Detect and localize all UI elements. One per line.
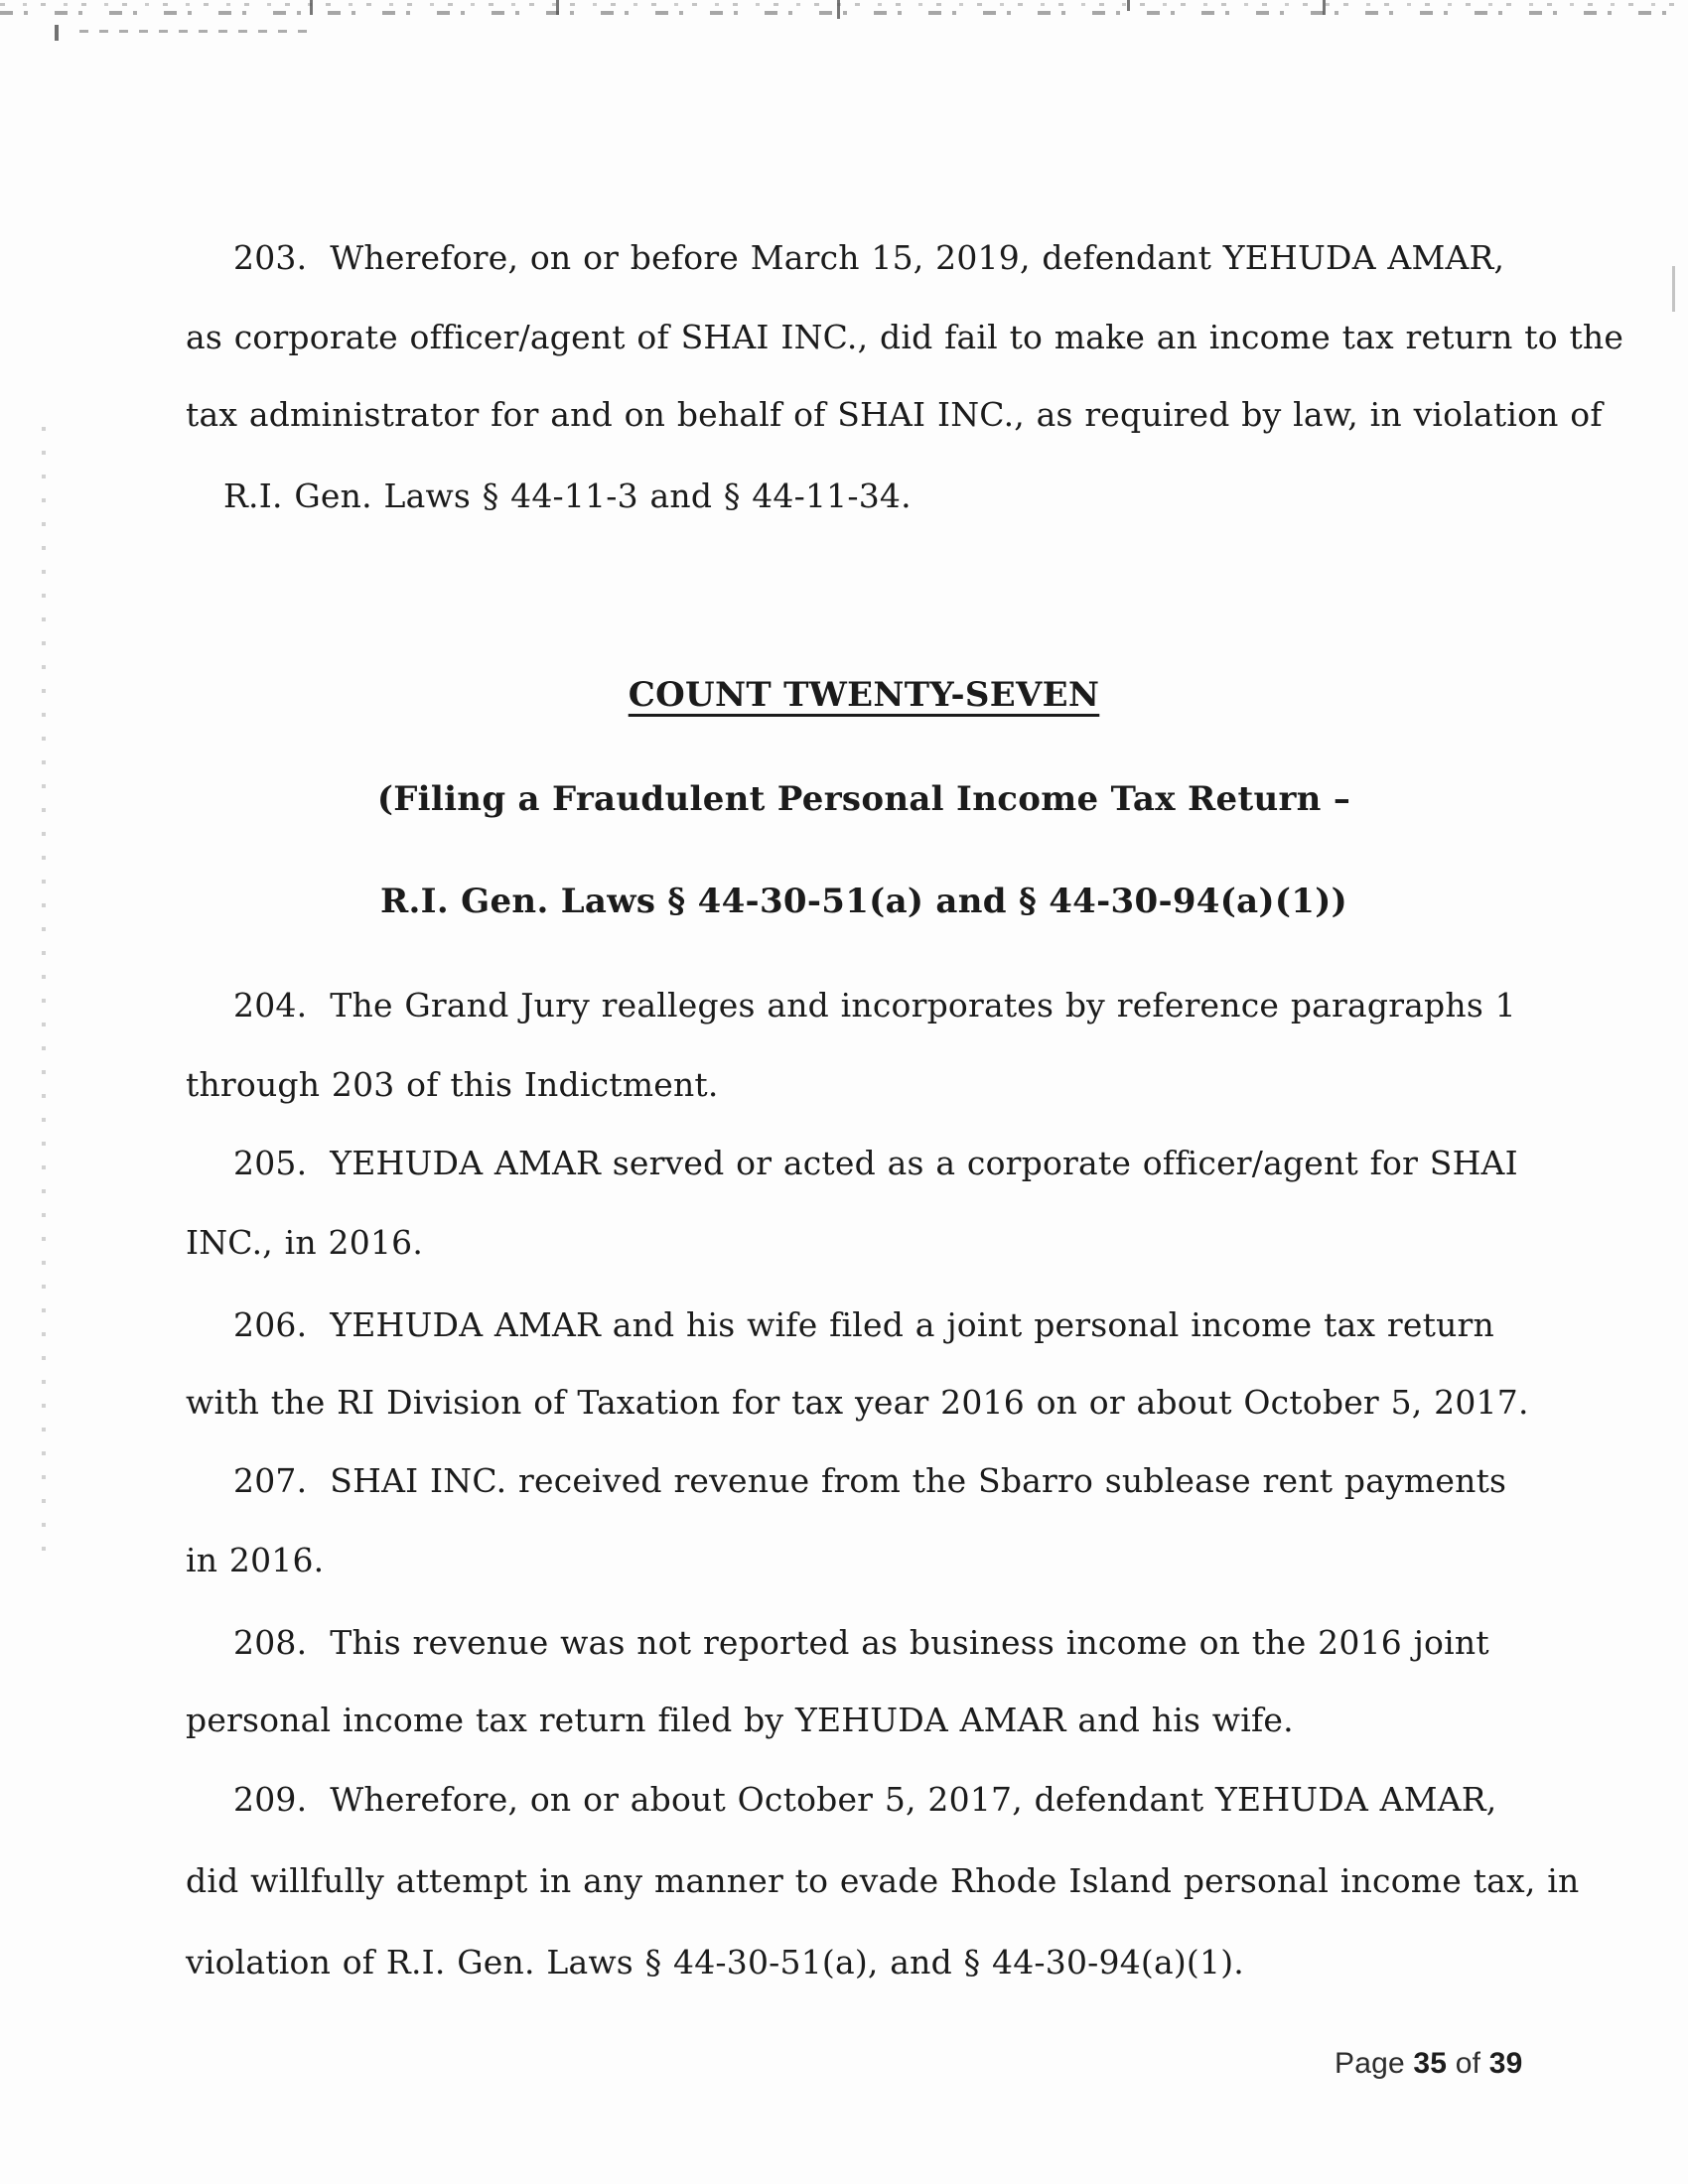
p203-line-1-text: Wherefore, on or before March 15, 2019, defendant YEHUDA AMAR, bbox=[330, 238, 1505, 277]
p203-line-1 bbox=[186, 236, 1505, 280]
p205-line-1 bbox=[186, 1142, 1518, 1185]
p208-number: 208. bbox=[233, 1623, 308, 1662]
page-number-footer bbox=[1335, 2047, 1523, 2081]
scan-artifact-tick bbox=[556, 0, 559, 15]
current-page-number: 35 bbox=[1413, 2047, 1448, 2080]
of-label: of bbox=[1455, 2047, 1481, 2080]
p205-line-1-text: YEHUDA AMAR served or acted as a corporate officer/agent for SHAI bbox=[330, 1144, 1518, 1182]
p208-line-1-text: This revenue was not reported as business income on the 2016 joint bbox=[330, 1623, 1489, 1662]
scan-artifact-dash-cluster bbox=[79, 30, 308, 33]
p209-line-3: violation of R.I. Gen. Laws § 44-30-51(a), and § 44-30-94(a)(1). bbox=[186, 1943, 1244, 1981]
p203-line-2: as corporate officer/agent of SHAI INC., did fail to make an income tax return to the bbox=[186, 318, 1624, 356]
p207-line-2: in 2016. bbox=[186, 1541, 325, 1579]
p206-number: 206. bbox=[233, 1305, 308, 1344]
page-label: Page bbox=[1335, 2047, 1405, 2080]
scan-artifact-top-dashes-1 bbox=[0, 3, 1688, 6]
p207-line-1 bbox=[186, 1459, 1507, 1503]
p209-line-1-text: Wherefore, on or about October 5, 2017, defendant YEHUDA AMAR, bbox=[330, 1780, 1497, 1819]
count-subtitle-line-2: R.I. Gen. Laws § 44-30-51(a) and § 44-30-94(a)(1)) bbox=[379, 882, 1347, 921]
p204-line-2: through 203 of this Indictment. bbox=[186, 1065, 719, 1104]
p209-number: 209. bbox=[233, 1780, 308, 1819]
count-subtitle-line-1: (Filing a Fraudulent Personal Income Tax Return – bbox=[376, 779, 1351, 819]
scan-artifact-right-mark bbox=[1672, 266, 1675, 312]
p203-number: 203. bbox=[233, 238, 308, 277]
p204-number: 204. bbox=[233, 986, 308, 1024]
p206-line-1 bbox=[186, 1303, 1494, 1347]
p204-line-1 bbox=[186, 984, 1516, 1027]
p208-line-2: personal income tax return filed by YEHUDA AMAR and his wife. bbox=[186, 1701, 1294, 1739]
scan-artifact-tick bbox=[837, 0, 840, 19]
scan-artifact-top-dashes-2 bbox=[0, 11, 1688, 15]
p206-line-1-text: YEHUDA AMAR and his wife filed a joint personal income tax return bbox=[330, 1305, 1494, 1344]
p204-line-1-text: The Grand Jury realleges and incorporates by reference paragraphs 1 bbox=[330, 986, 1516, 1024]
p209-line-1 bbox=[186, 1778, 1497, 1822]
scan-artifact-tick bbox=[1127, 0, 1130, 11]
p206-line-2: with the RI Division of Taxation for tax year 2016 on or about October 5, 2017. bbox=[186, 1383, 1529, 1422]
p203-line-4: R.I. Gen. Laws § 44-11-3 and § 44-11-34. bbox=[223, 477, 912, 515]
p207-line-1-text: SHAI INC. received revenue from the Sbarro sublease rent payments bbox=[330, 1461, 1507, 1500]
scan-artifact-tick bbox=[1323, 0, 1326, 15]
scan-artifact-mark bbox=[55, 25, 59, 41]
p205-line-2: INC., in 2016. bbox=[186, 1223, 424, 1262]
scan-artifact-left-specks bbox=[42, 427, 46, 1569]
total-pages: 39 bbox=[1488, 2047, 1523, 2080]
p205-number: 205. bbox=[233, 1144, 308, 1182]
p209-line-2: did willfully attempt in any manner to evade Rhode Island personal income tax, in bbox=[186, 1861, 1580, 1900]
p203-line-3: tax administrator for and on behalf of SHAI INC., as required by law, in violation of bbox=[186, 395, 1603, 434]
count-twenty-seven-title: COUNT TWENTY-SEVEN bbox=[628, 675, 1100, 715]
p207-number: 207. bbox=[233, 1461, 308, 1500]
p208-line-1 bbox=[186, 1621, 1489, 1665]
scan-artifact-tick bbox=[310, 0, 313, 15]
